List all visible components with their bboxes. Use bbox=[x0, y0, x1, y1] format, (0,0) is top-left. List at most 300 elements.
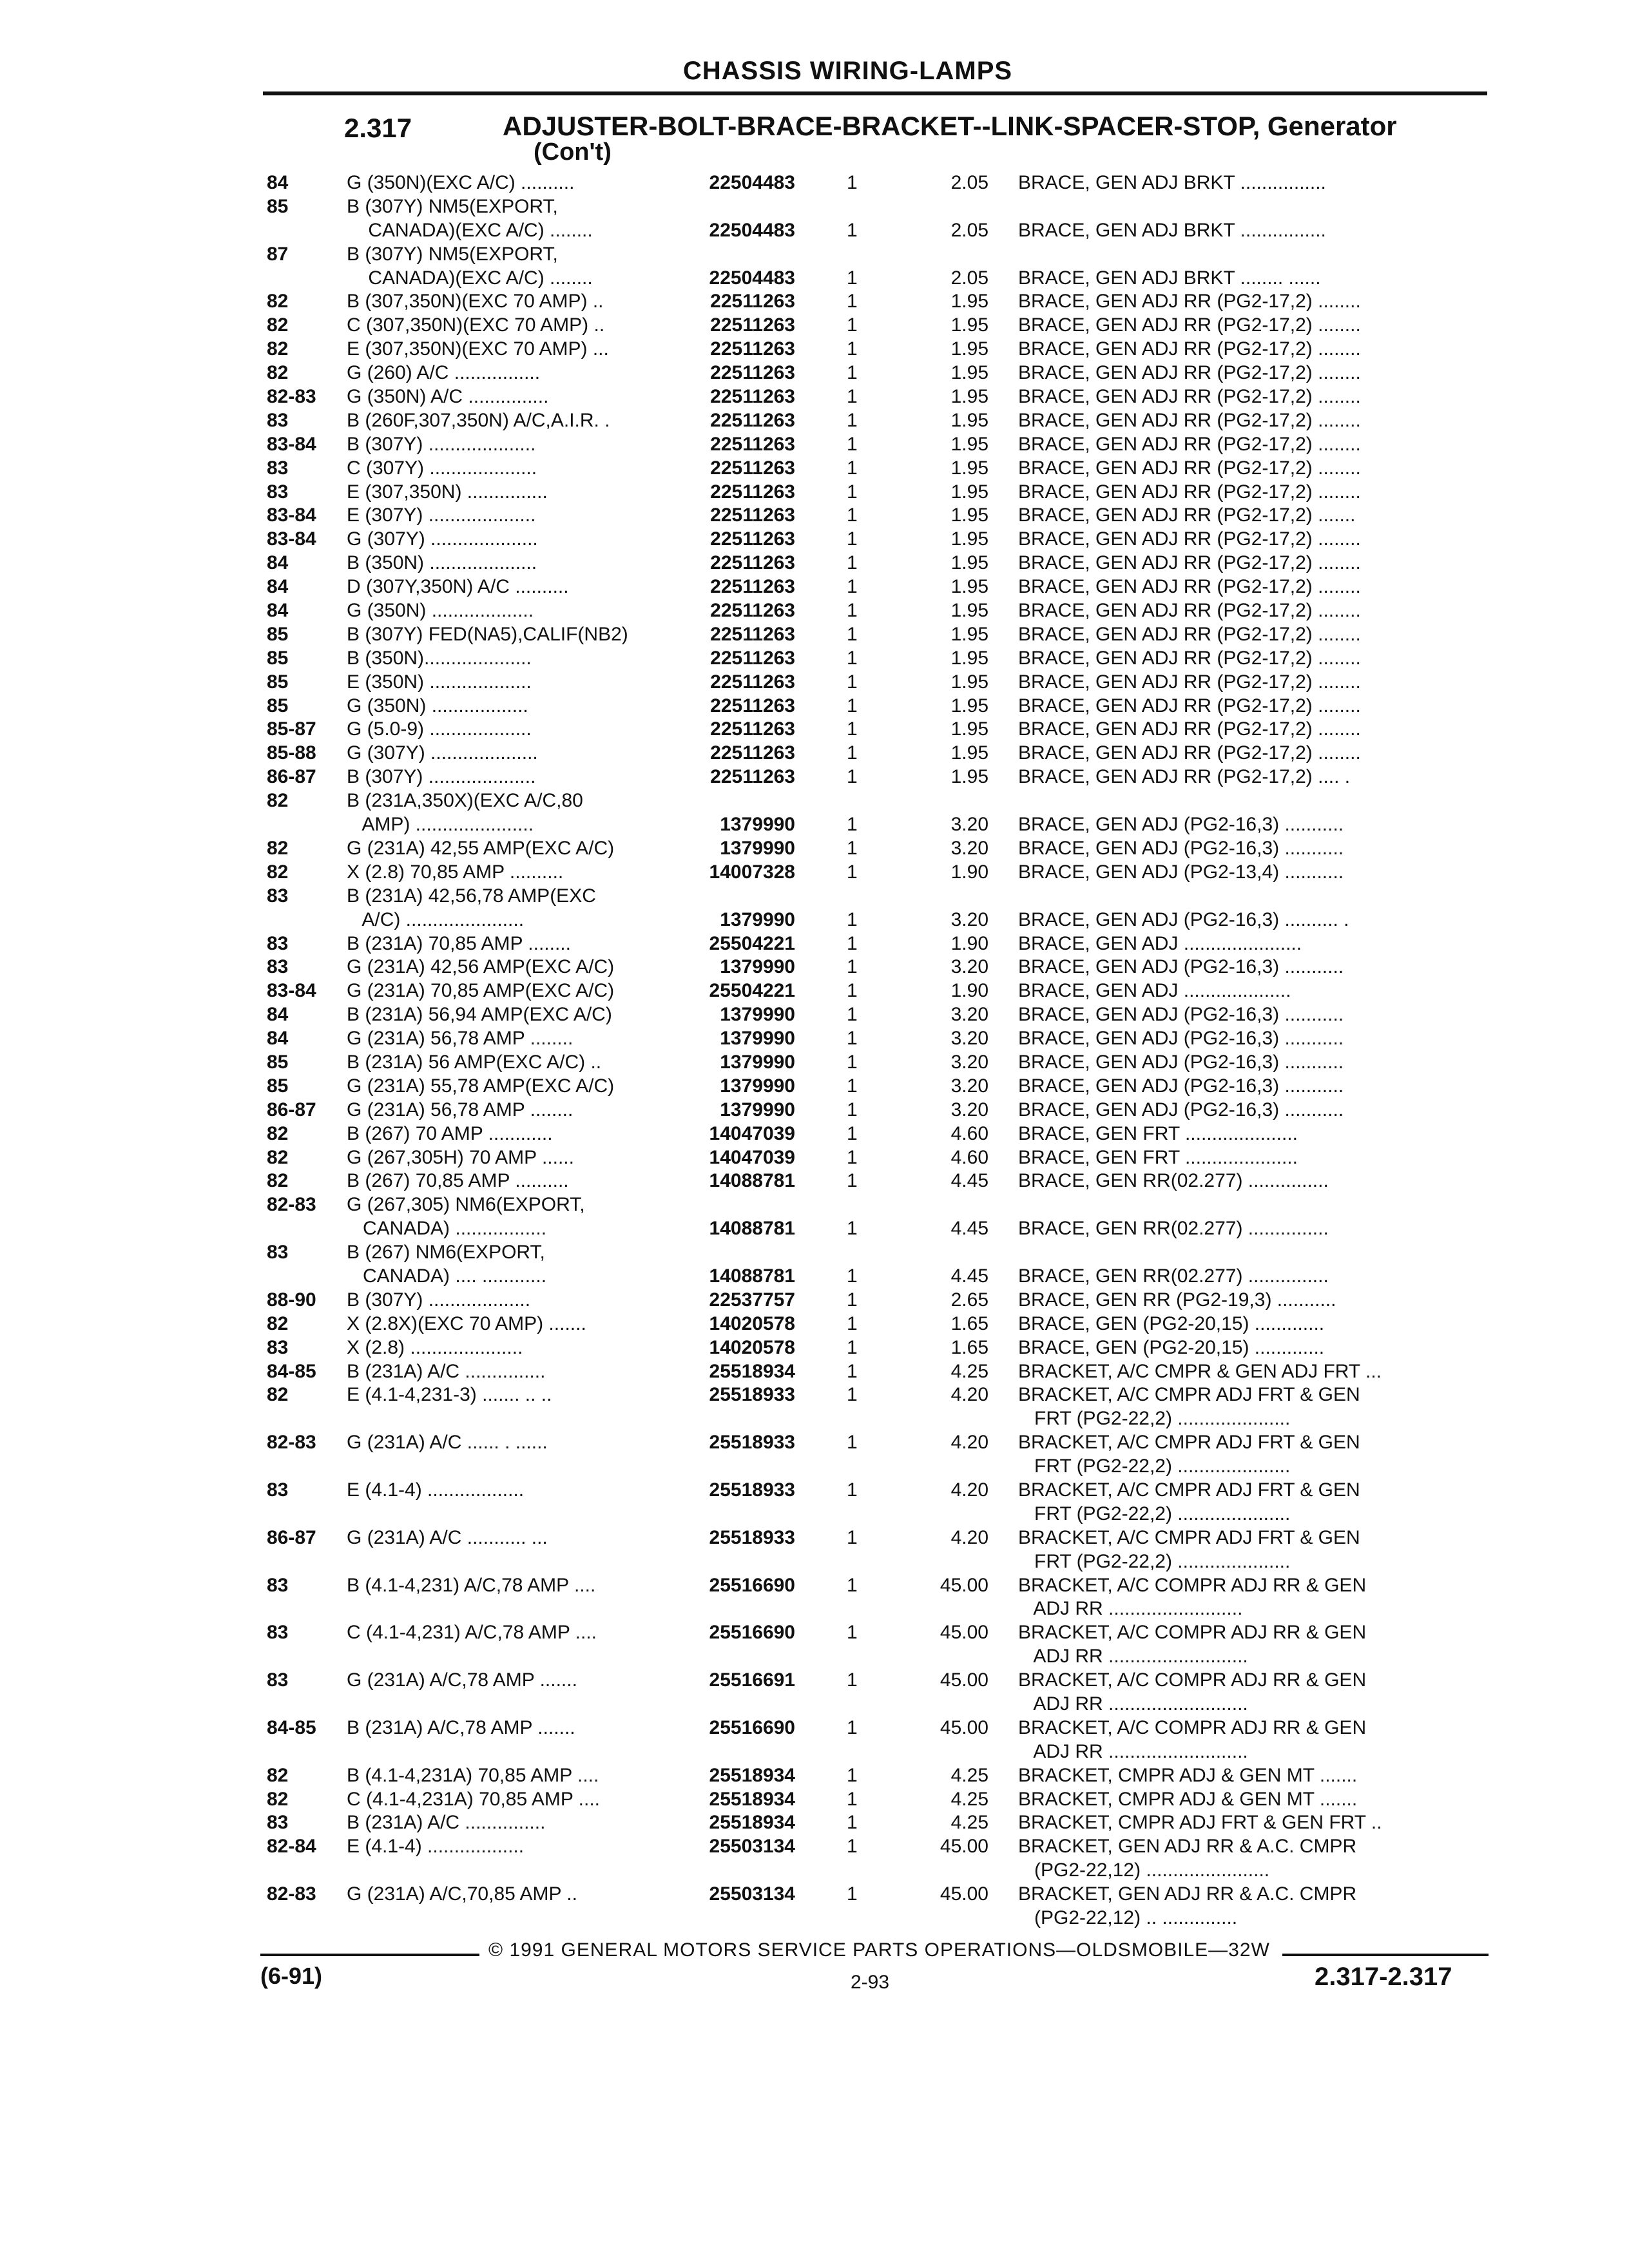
model-year: 82 bbox=[267, 1122, 289, 1144]
quantity: 1 bbox=[847, 671, 858, 693]
application-description: B (231A) 42,56,78 AMP(EXC bbox=[347, 885, 596, 907]
quantity: 1 bbox=[847, 1312, 858, 1334]
part-name: BRACE, GEN ADJ RR (PG2-17,2) ........ bbox=[1018, 386, 1361, 408]
part-number: 14007328 bbox=[709, 861, 795, 883]
model-year: 83 bbox=[267, 457, 289, 479]
price: 1.95 bbox=[950, 576, 988, 598]
part-name: BRACKET, A/C COMPR ADJ RR & GEN bbox=[1018, 1669, 1367, 1691]
part-number: 22511263 bbox=[710, 386, 795, 408]
table-row bbox=[267, 243, 1491, 267]
table-row bbox=[267, 1027, 1491, 1051]
part-number: 1379990 bbox=[720, 1004, 795, 1026]
part-name: FRT (PG2-22,2) ..................... bbox=[1018, 1503, 1291, 1524]
part-number: 1379990 bbox=[720, 814, 795, 836]
price: 2.05 bbox=[950, 219, 988, 241]
part-number: 1379990 bbox=[720, 956, 795, 978]
part-number: 22511263 bbox=[710, 695, 795, 716]
price: 4.25 bbox=[950, 1764, 988, 1786]
part-name: BRACKET, A/C CMPR & GEN ADJ FRT ... bbox=[1018, 1360, 1382, 1382]
application-description: E (4.1-4) .................. bbox=[347, 1479, 525, 1501]
part-number: 22511263 bbox=[710, 505, 795, 526]
table-row bbox=[267, 457, 1491, 481]
quantity: 1 bbox=[847, 1336, 858, 1358]
part-name: (PG2-22,12) .. .............. bbox=[1018, 1907, 1238, 1929]
price: 1.95 bbox=[950, 433, 988, 455]
price: 1.95 bbox=[950, 409, 988, 431]
model-year: 82-83 bbox=[267, 1194, 316, 1216]
part-number: 14047039 bbox=[709, 1146, 795, 1168]
model-year: 84 bbox=[267, 172, 289, 193]
section-title: ADJUSTER-BOLT-BRACE-BRACKET--LINK-SPACER-STOP, Generator bbox=[503, 111, 1397, 141]
model-year: 83 bbox=[267, 1336, 289, 1358]
table-row bbox=[267, 1169, 1491, 1193]
part-name: BRACE, GEN ADJ RR (PG2-17,2) ........ bbox=[1018, 552, 1361, 574]
table-row bbox=[267, 1693, 1491, 1716]
price: 4.45 bbox=[950, 1265, 988, 1287]
part-number: 14088781 bbox=[709, 1170, 795, 1192]
quantity: 1 bbox=[847, 1170, 858, 1192]
revision-date: (6-91) bbox=[260, 1963, 323, 1989]
table-row bbox=[267, 195, 1491, 219]
part-number: 25518934 bbox=[709, 1764, 795, 1786]
part-number: 25516691 bbox=[709, 1669, 795, 1691]
model-year: 83 bbox=[267, 932, 289, 954]
model-year: 83 bbox=[267, 885, 289, 907]
quantity: 1 bbox=[847, 742, 858, 764]
page-title: CHASSIS WIRING-LAMPS bbox=[683, 57, 1013, 85]
model-year: 88-90 bbox=[267, 1289, 316, 1311]
part-name: BRACE, GEN ADJ BRKT ................ bbox=[1018, 219, 1326, 241]
quantity: 1 bbox=[847, 1716, 858, 1738]
table-row bbox=[267, 956, 1491, 979]
table-row bbox=[267, 623, 1491, 647]
price: 1.65 bbox=[950, 1312, 988, 1334]
part-name: BRACE, GEN ADJ RR (PG2-17,2) ........ bbox=[1018, 457, 1361, 479]
part-name: BRACKET, A/C CMPR ADJ FRT & GEN bbox=[1018, 1384, 1360, 1406]
part-name: BRACE, GEN ADJ BRKT ........ ...... bbox=[1018, 267, 1321, 289]
part-name: BRACE, GEN ADJ RR (PG2-17,2) ........ bbox=[1018, 314, 1361, 336]
price: 4.25 bbox=[950, 1812, 988, 1834]
part-number: 22504483 bbox=[709, 172, 795, 193]
part-number: 22511263 bbox=[710, 671, 795, 693]
part-number: 22511263 bbox=[710, 647, 795, 669]
part-name: BRACE, GEN ADJ (PG2-16,3) ........... bbox=[1018, 1075, 1344, 1097]
part-number: 25518934 bbox=[709, 1812, 795, 1834]
table-row bbox=[267, 718, 1491, 742]
table-row bbox=[267, 1099, 1491, 1122]
table-row bbox=[267, 1716, 1491, 1740]
model-year: 85 bbox=[267, 1051, 289, 1073]
table-row bbox=[267, 1336, 1491, 1360]
table-row bbox=[267, 813, 1491, 837]
model-year: 84 bbox=[267, 1028, 289, 1050]
model-year: 82 bbox=[267, 362, 289, 384]
application-description: G (350N)(EXC A/C) .......... bbox=[347, 172, 575, 193]
part-name: BRACKET, A/C CMPR ADJ FRT & GEN bbox=[1018, 1432, 1360, 1454]
quantity: 1 bbox=[847, 505, 858, 526]
part-number: 25504221 bbox=[709, 980, 795, 1002]
part-name: BRACE, GEN RR(02.277) ............... bbox=[1018, 1218, 1329, 1240]
price: 1.95 bbox=[950, 362, 988, 384]
quantity: 1 bbox=[847, 1384, 858, 1406]
application-description: G (231A) 56,78 AMP ........ bbox=[347, 1099, 574, 1120]
part-name: BRACE, GEN ADJ RR (PG2-17,2) .... . bbox=[1018, 766, 1351, 788]
table-row bbox=[267, 979, 1491, 1003]
quantity: 1 bbox=[847, 1265, 858, 1287]
price: 1.95 bbox=[950, 718, 988, 740]
price: 3.20 bbox=[950, 1004, 988, 1026]
model-year: 82-83 bbox=[267, 1432, 316, 1454]
page-number: 2-93 bbox=[851, 1972, 890, 1993]
part-name: ADJ RR ......................... bbox=[1018, 1598, 1243, 1620]
part-number: 25518934 bbox=[709, 1360, 795, 1382]
part-name: FRT (PG2-22,2) ..................... bbox=[1018, 1408, 1291, 1430]
model-year: 82 bbox=[267, 1146, 289, 1168]
header-rule bbox=[263, 91, 1487, 95]
price: 1.95 bbox=[950, 386, 988, 408]
part-name: BRACE, GEN ADJ RR (PG2-17,2) ........ bbox=[1018, 528, 1361, 550]
table-row bbox=[267, 1669, 1491, 1693]
table-row bbox=[267, 742, 1491, 765]
part-name: BRACE, GEN ADJ RR (PG2-17,2) ........ bbox=[1018, 718, 1361, 740]
application-description: B (4.1-4,231) A/C,78 AMP .... bbox=[347, 1574, 596, 1596]
quantity: 1 bbox=[847, 932, 858, 954]
application-description: B (231A) 56 AMP(EXC A/C) .. bbox=[347, 1051, 602, 1073]
part-name: BRACE, GEN (PG2-20,15) ............. bbox=[1018, 1336, 1325, 1358]
application-description: G (267,305H) 70 AMP ...... bbox=[347, 1146, 574, 1168]
table-row bbox=[267, 1265, 1491, 1289]
part-name: BRACE, GEN ADJ RR (PG2-17,2) ........ bbox=[1018, 338, 1361, 360]
application-description: B (231A) 70,85 AMP ........ bbox=[347, 932, 571, 954]
section-number: 2.317 bbox=[344, 113, 412, 143]
part-name: BRACE, GEN ADJ BRKT ................ bbox=[1018, 172, 1326, 193]
model-year: 85 bbox=[267, 195, 289, 217]
price: 45.00 bbox=[940, 1574, 988, 1596]
model-year: 83-84 bbox=[267, 433, 316, 455]
part-name: BRACE, GEN ADJ RR (PG2-17,2) ........ bbox=[1018, 600, 1361, 622]
table-row bbox=[267, 1550, 1491, 1574]
price: 1.95 bbox=[950, 505, 988, 526]
table-row bbox=[267, 1241, 1491, 1265]
part-name: BRACE, GEN (PG2-20,15) ............. bbox=[1018, 1312, 1325, 1334]
part-name: BRACE, GEN RR(02.277) ............... bbox=[1018, 1265, 1329, 1287]
price: 45.00 bbox=[940, 1836, 988, 1858]
model-year: 83 bbox=[267, 956, 289, 978]
section-range: 2.317-2.317 bbox=[1315, 1963, 1452, 1991]
copyright-notice: © 1991 GENERAL MOTORS SERVICE PARTS OPERATIONS—OLDSMOBILE—32W bbox=[488, 1939, 1270, 1961]
model-year: 84 bbox=[267, 576, 289, 598]
part-name: BRACE, GEN ADJ RR (PG2-17,2) ........ bbox=[1018, 695, 1361, 716]
application-description: G (231A) A/C,70,85 AMP .. bbox=[347, 1883, 577, 1905]
table-row bbox=[267, 267, 1491, 291]
quantity: 1 bbox=[847, 1432, 858, 1454]
application-description: G (5.0-9) ................... bbox=[347, 718, 532, 740]
price: 1.90 bbox=[950, 932, 988, 954]
part-number: 22511263 bbox=[710, 528, 795, 550]
part-number: 25503134 bbox=[709, 1883, 795, 1905]
price: 4.25 bbox=[950, 1360, 988, 1382]
price: 4.20 bbox=[950, 1526, 988, 1548]
model-year: 83 bbox=[267, 481, 289, 503]
part-name: BRACE, GEN ADJ ...................... bbox=[1018, 932, 1302, 954]
part-name: BRACKET, CMPR ADJ & GEN MT ....... bbox=[1018, 1764, 1358, 1786]
application-description: B (350N).................... bbox=[347, 647, 532, 669]
part-number: 14088781 bbox=[709, 1218, 795, 1240]
table-row bbox=[267, 290, 1491, 314]
quantity: 1 bbox=[847, 1622, 858, 1644]
model-year: 87 bbox=[267, 243, 289, 265]
price: 3.20 bbox=[950, 1028, 988, 1050]
part-name: BRACE, GEN ADJ (PG2-13,4) ........... bbox=[1018, 861, 1344, 883]
model-year: 85-87 bbox=[267, 718, 316, 740]
application-description: AMP) ...................... bbox=[347, 814, 534, 836]
model-year: 84-85 bbox=[267, 1360, 316, 1382]
part-name: BRACKET, GEN ADJ RR & A.C. CMPR bbox=[1018, 1836, 1357, 1858]
table-row bbox=[267, 765, 1491, 789]
quantity: 1 bbox=[847, 1075, 858, 1097]
price: 3.20 bbox=[950, 837, 988, 859]
part-number: 14047039 bbox=[709, 1122, 795, 1144]
table-row bbox=[267, 908, 1491, 932]
quantity: 1 bbox=[847, 956, 858, 978]
table-row bbox=[267, 695, 1491, 718]
part-name: BRACE, GEN ADJ RR (PG2-17,2) ........ bbox=[1018, 481, 1361, 503]
table-row bbox=[267, 1217, 1491, 1241]
table-row bbox=[267, 861, 1491, 885]
table-row bbox=[267, 1312, 1491, 1336]
application-description: B (307Y) .................... bbox=[347, 433, 536, 455]
part-number: 22511263 bbox=[710, 623, 795, 645]
model-year: 85 bbox=[267, 623, 289, 645]
quantity: 1 bbox=[847, 837, 858, 859]
quantity: 1 bbox=[847, 362, 858, 384]
part-number: 22511263 bbox=[710, 766, 795, 788]
part-name: BRACE, GEN ADJ RR (PG2-17,2) ........ bbox=[1018, 671, 1361, 693]
section-subtitle: (Con't) bbox=[534, 139, 612, 166]
price: 3.20 bbox=[950, 814, 988, 836]
part-number: 22511263 bbox=[710, 457, 795, 479]
price: 1.90 bbox=[950, 980, 988, 1002]
model-year: 82-84 bbox=[267, 1836, 316, 1858]
application-description: B (231A) 56,94 AMP(EXC A/C) bbox=[347, 1004, 612, 1026]
application-description: E (307,350N)(EXC 70 AMP) ... bbox=[347, 338, 609, 360]
part-name: BRACE, GEN RR(02.277) ............... bbox=[1018, 1170, 1329, 1192]
part-number: 22511263 bbox=[710, 481, 795, 503]
price: 3.20 bbox=[950, 1099, 988, 1120]
part-number: 25518934 bbox=[709, 1788, 795, 1810]
model-year: 83 bbox=[267, 1479, 289, 1501]
table-row bbox=[267, 1811, 1491, 1835]
application-description: G (231A) A/C ...... . ...... bbox=[347, 1432, 548, 1454]
quantity: 1 bbox=[847, 267, 858, 289]
price: 2.65 bbox=[950, 1289, 988, 1311]
part-number: 25516690 bbox=[709, 1622, 795, 1644]
part-number: 25518933 bbox=[709, 1432, 795, 1454]
part-name: BRACE, GEN ADJ (PG2-16,3) .......... . bbox=[1018, 908, 1349, 930]
part-name: BRACE, GEN ADJ RR (PG2-17,2) ........ bbox=[1018, 647, 1361, 669]
price: 4.20 bbox=[950, 1479, 988, 1501]
quantity: 1 bbox=[847, 1836, 858, 1858]
part-name: BRACE, GEN ADJ RR (PG2-17,2) ........ bbox=[1018, 362, 1361, 384]
quantity: 1 bbox=[847, 1146, 858, 1168]
table-row bbox=[267, 837, 1491, 861]
table-row bbox=[267, 1193, 1491, 1217]
application-description: B (231A) A/C,78 AMP ....... bbox=[347, 1716, 575, 1738]
part-number: 25518933 bbox=[709, 1479, 795, 1501]
part-name: BRACE, GEN ADJ (PG2-16,3) ........... bbox=[1018, 1099, 1344, 1120]
price: 4.60 bbox=[950, 1122, 988, 1144]
model-year: 82 bbox=[267, 837, 289, 859]
table-row bbox=[267, 504, 1491, 528]
model-year: 85 bbox=[267, 671, 289, 693]
model-year: 83 bbox=[267, 409, 289, 431]
part-number: 22504483 bbox=[709, 267, 795, 289]
quantity: 1 bbox=[847, 1479, 858, 1501]
table-row bbox=[267, 314, 1491, 338]
price: 2.05 bbox=[950, 267, 988, 289]
table-row bbox=[267, 361, 1491, 385]
application-description: G (231A) 70,85 AMP(EXC A/C) bbox=[347, 980, 615, 1002]
price: 4.45 bbox=[950, 1218, 988, 1240]
quantity: 1 bbox=[847, 647, 858, 669]
application-description: B (231A) A/C ............... bbox=[347, 1812, 546, 1834]
quantity: 1 bbox=[847, 1122, 858, 1144]
part-name: (PG2-22,12) ....................... bbox=[1018, 1860, 1270, 1881]
part-name: BRACKET, CMPR ADJ & GEN MT ....... bbox=[1018, 1788, 1358, 1810]
price: 1.95 bbox=[950, 291, 988, 312]
table-row bbox=[267, 575, 1491, 599]
table-row bbox=[267, 647, 1491, 671]
application-description: E (350N) ................... bbox=[347, 671, 532, 693]
quantity: 1 bbox=[847, 1051, 858, 1073]
table-row bbox=[267, 932, 1491, 956]
part-name: ADJ RR .......................... bbox=[1018, 1693, 1248, 1715]
table-row bbox=[267, 1503, 1491, 1526]
quantity: 1 bbox=[847, 338, 858, 360]
quantity: 1 bbox=[847, 1099, 858, 1120]
quantity: 1 bbox=[847, 1574, 858, 1596]
model-year: 82 bbox=[267, 1384, 289, 1406]
table-row bbox=[267, 552, 1491, 575]
part-name: BRACE, GEN ADJ (PG2-16,3) ........... bbox=[1018, 1004, 1344, 1026]
quantity: 1 bbox=[847, 766, 858, 788]
quantity: 1 bbox=[847, 1360, 858, 1382]
part-number: 25516690 bbox=[709, 1574, 795, 1596]
price: 1.95 bbox=[950, 481, 988, 503]
application-description: B (350N) .................... bbox=[347, 552, 537, 574]
model-year: 86-87 bbox=[267, 1099, 316, 1120]
part-number: 1379990 bbox=[720, 1075, 795, 1097]
quantity: 1 bbox=[847, 481, 858, 503]
model-year: 82 bbox=[267, 861, 289, 883]
table-row bbox=[267, 171, 1491, 195]
part-number: 1379990 bbox=[720, 1099, 795, 1120]
quantity: 1 bbox=[847, 623, 858, 645]
part-number: 14088781 bbox=[709, 1265, 795, 1287]
application-description: X (2.8X)(EXC 70 AMP) ....... bbox=[347, 1312, 586, 1334]
part-name: BRACE, GEN ADJ .................... bbox=[1018, 980, 1291, 1002]
quantity: 1 bbox=[847, 908, 858, 930]
part-name: BRACKET, GEN ADJ RR & A.C. CMPR bbox=[1018, 1883, 1357, 1905]
price: 1.95 bbox=[950, 671, 988, 693]
model-year: 83 bbox=[267, 1669, 289, 1691]
part-name: BRACE, GEN ADJ RR (PG2-17,2) ........ bbox=[1018, 742, 1361, 764]
table-row bbox=[267, 1835, 1491, 1859]
price: 1.95 bbox=[950, 600, 988, 622]
table-row bbox=[267, 409, 1491, 433]
part-number: 22511263 bbox=[710, 718, 795, 740]
part-name: BRACE, GEN ADJ RR (PG2-17,2) ........ bbox=[1018, 576, 1361, 598]
price: 1.95 bbox=[950, 528, 988, 550]
quantity: 1 bbox=[847, 718, 858, 740]
price: 2.05 bbox=[950, 172, 988, 193]
table-row bbox=[267, 599, 1491, 623]
application-description: B (231A) A/C ............... bbox=[347, 1360, 546, 1382]
quantity: 1 bbox=[847, 409, 858, 431]
part-number: 22511263 bbox=[710, 338, 795, 360]
application-description: E (307Y) .................... bbox=[347, 505, 536, 526]
footer-rule-right bbox=[1282, 1954, 1489, 1956]
part-name: BRACKET, A/C COMPR ADJ RR & GEN bbox=[1018, 1716, 1367, 1738]
part-number: 1379990 bbox=[720, 837, 795, 859]
table-row bbox=[267, 1883, 1491, 1907]
application-description: G (267,305) NM6(EXPORT, bbox=[347, 1194, 585, 1216]
table-row bbox=[267, 1122, 1491, 1146]
part-name: BRACE, GEN ADJ RR (PG2-17,2) ........ bbox=[1018, 291, 1361, 312]
table-row bbox=[267, 1075, 1491, 1099]
model-year: 84-85 bbox=[267, 1716, 316, 1738]
table-row bbox=[267, 1788, 1491, 1812]
price: 1.65 bbox=[950, 1336, 988, 1358]
application-description: B (267) 70,85 AMP .......... bbox=[347, 1170, 569, 1192]
model-year: 83-84 bbox=[267, 528, 316, 550]
application-description: G (307Y) .................... bbox=[347, 742, 538, 764]
quantity: 1 bbox=[847, 433, 858, 455]
part-name: BRACKET, A/C CMPR ADJ FRT & GEN bbox=[1018, 1479, 1360, 1501]
table-row bbox=[267, 528, 1491, 552]
part-name: BRACE, GEN ADJ (PG2-16,3) ........... bbox=[1018, 1028, 1344, 1050]
part-number: 14020578 bbox=[709, 1336, 795, 1358]
table-row bbox=[267, 1764, 1491, 1788]
part-number: 25503134 bbox=[709, 1836, 795, 1858]
quantity: 1 bbox=[847, 1883, 858, 1905]
price: 3.20 bbox=[950, 908, 988, 930]
price: 1.90 bbox=[950, 861, 988, 883]
part-name: BRACE, GEN RR (PG2-19,3) ........... bbox=[1018, 1289, 1336, 1311]
application-description: D (307Y,350N) A/C .......... bbox=[347, 576, 569, 598]
model-year: 83-84 bbox=[267, 505, 316, 526]
application-description: B (307Y) FED(NA5),CALIF(NB2) bbox=[347, 623, 628, 645]
part-name: BRACE, GEN ADJ (PG2-16,3) ........... bbox=[1018, 837, 1344, 859]
price: 1.95 bbox=[950, 338, 988, 360]
model-year: 86-87 bbox=[267, 1526, 316, 1548]
model-year: 83 bbox=[267, 1812, 289, 1834]
part-name: FRT (PG2-22,2) ..................... bbox=[1018, 1550, 1291, 1572]
part-name: BRACE, GEN ADJ RR (PG2-17,2) ........ bbox=[1018, 433, 1361, 455]
part-name: BRACKET, A/C CMPR ADJ FRT & GEN bbox=[1018, 1526, 1360, 1548]
application-description: B (307Y) .................... bbox=[347, 766, 536, 788]
model-year: 82 bbox=[267, 314, 289, 336]
part-number: 14020578 bbox=[709, 1312, 795, 1334]
model-year: 82 bbox=[267, 1764, 289, 1786]
table-row bbox=[267, 1455, 1491, 1479]
price: 3.20 bbox=[950, 1075, 988, 1097]
application-description: B (307,350N)(EXC 70 AMP) .. bbox=[347, 291, 604, 312]
part-name: BRACE, GEN ADJ (PG2-16,3) ........... bbox=[1018, 814, 1344, 836]
price: 45.00 bbox=[940, 1716, 988, 1738]
quantity: 1 bbox=[847, 1669, 858, 1691]
table-row bbox=[267, 1360, 1491, 1384]
